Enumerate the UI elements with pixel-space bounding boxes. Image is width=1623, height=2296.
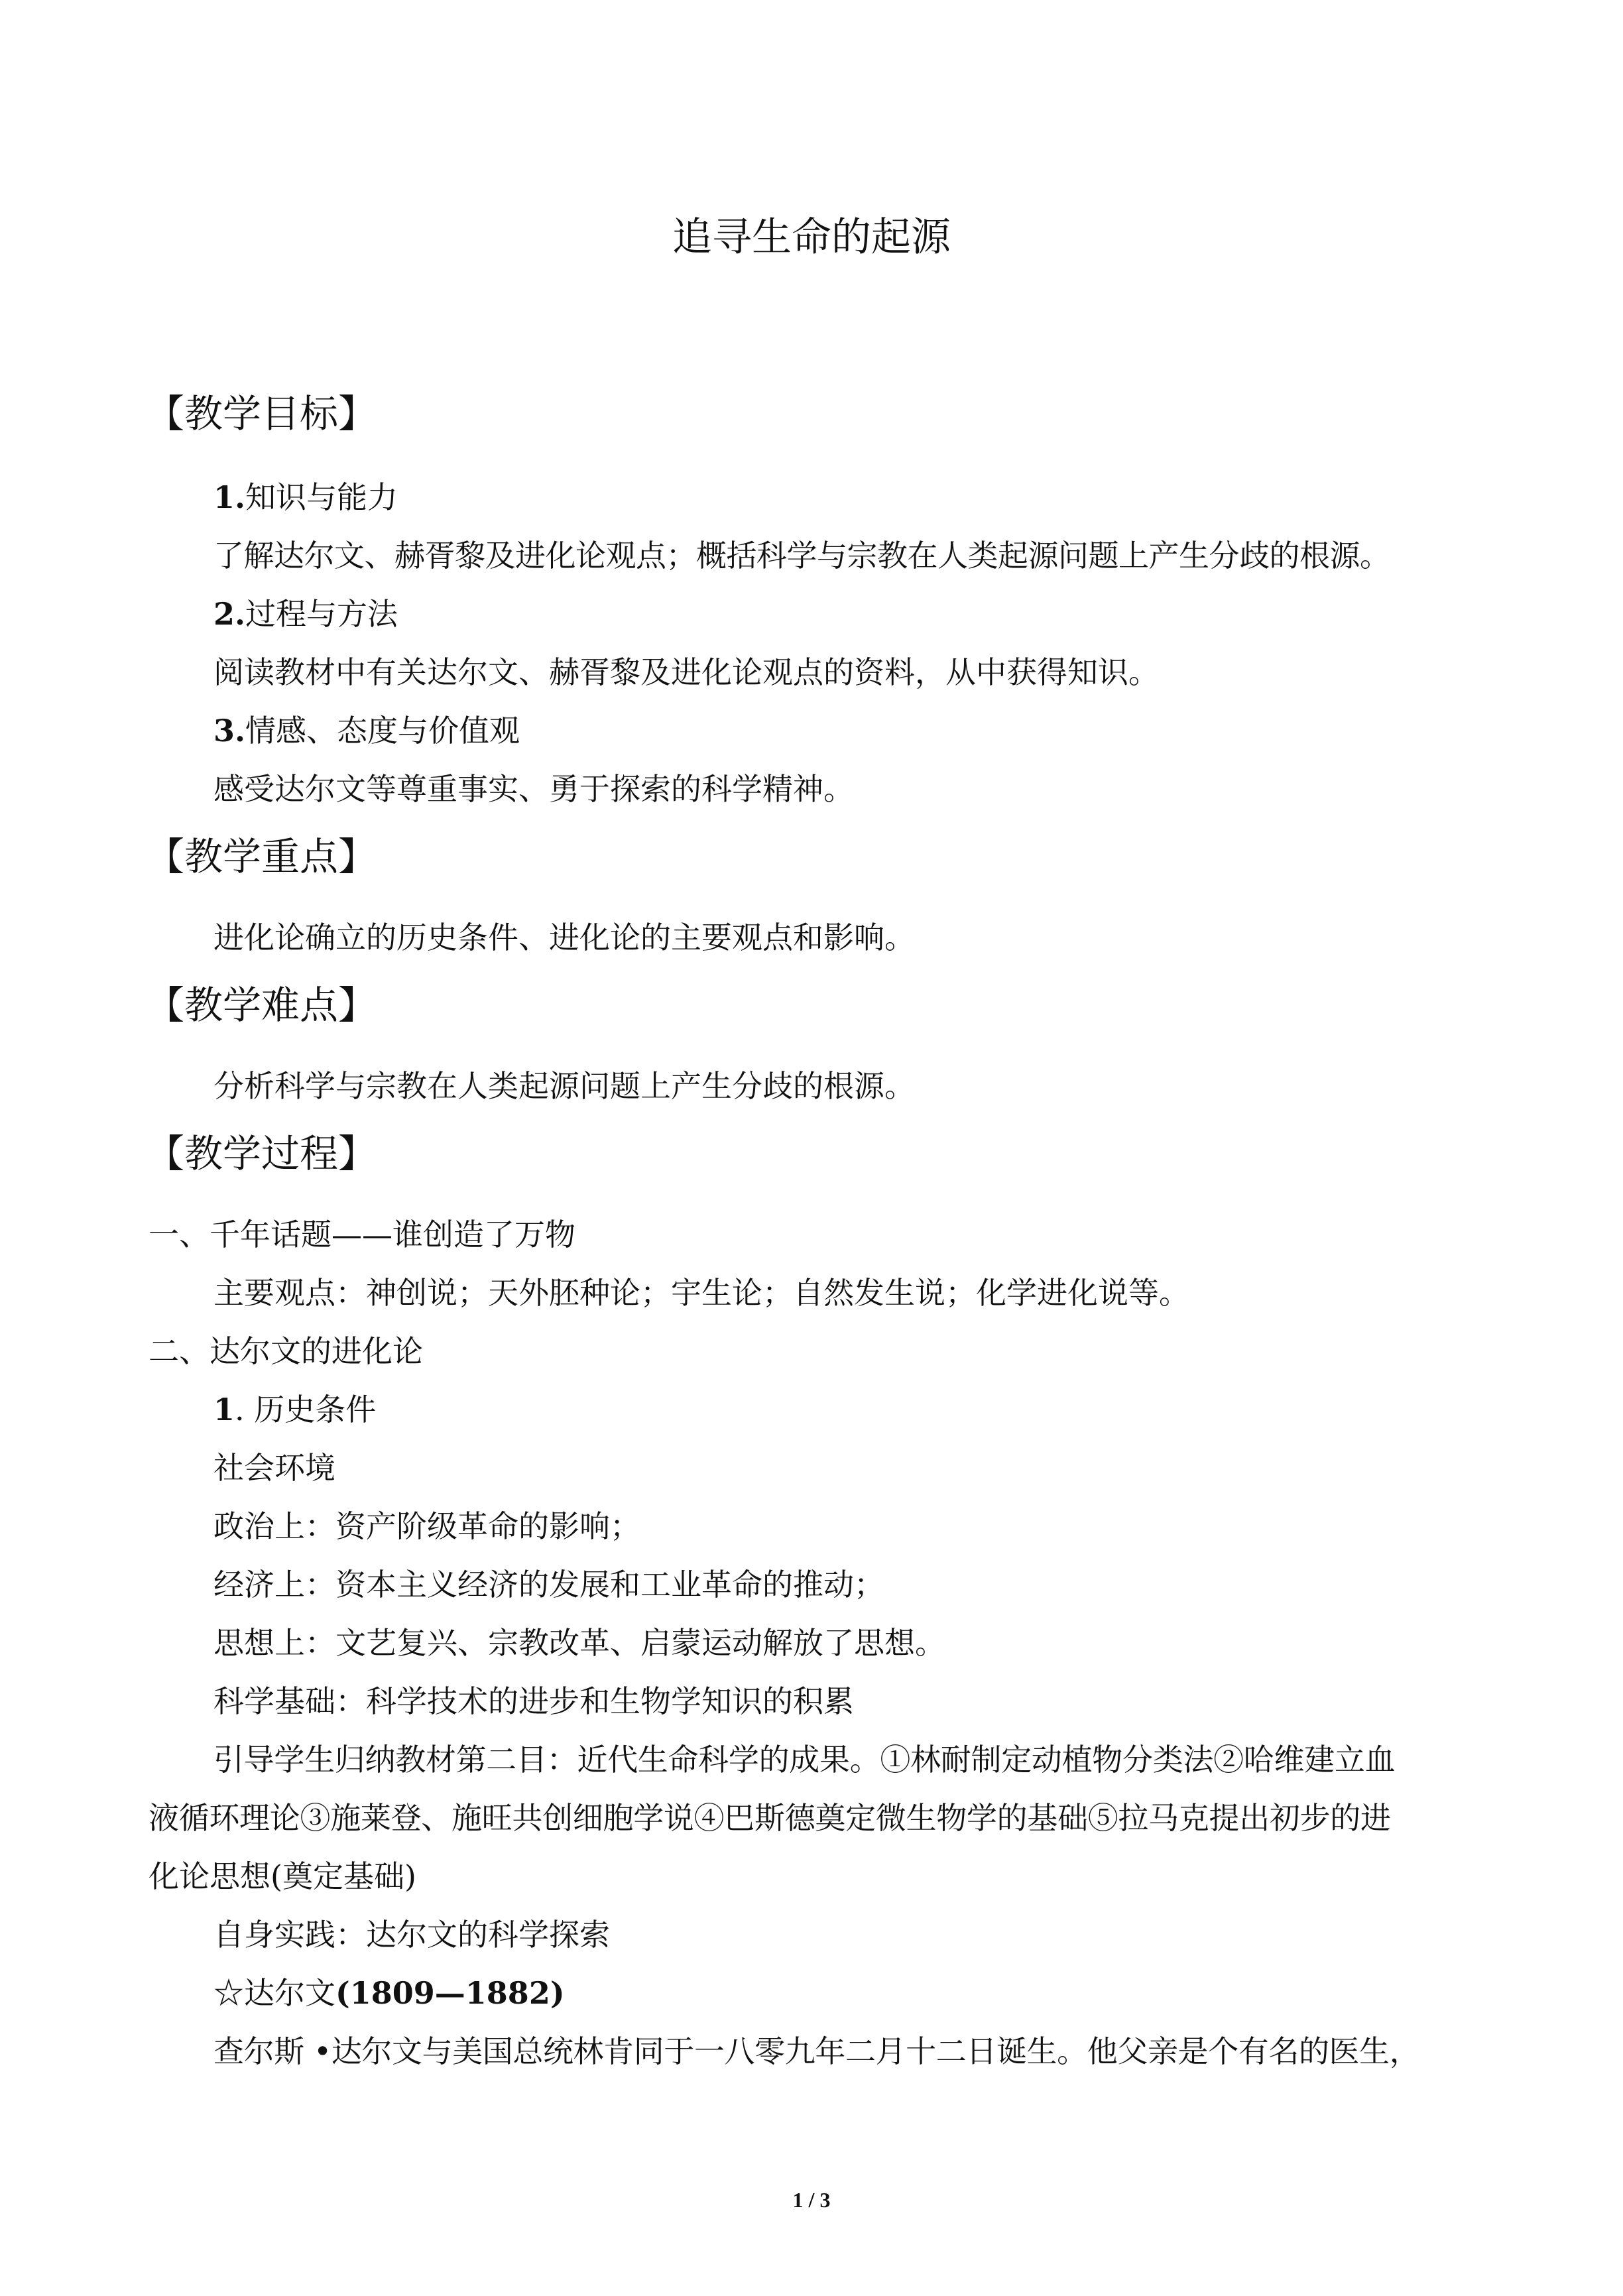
objective-process-number: 2.: [213, 596, 246, 632]
science-basis-text: 科学基础：科学技术的进步和生物学知识的积累: [213, 1683, 854, 1719]
thought-text: 思想上：文艺复兴、宗教改革、启蒙运动解放了思想。: [213, 1625, 945, 1661]
historical-conditions-label: [213, 1390, 1493, 1429]
page-number: 1 / 3: [792, 2188, 831, 2212]
politics-text: 政治上：资产阶级革命的影响；: [213, 1508, 640, 1544]
objective-process-text: 过程与方法: [245, 596, 398, 632]
historical-conditions-text: . 历史条件: [235, 1392, 377, 1427]
darwin-bio-text: 查尔斯 •达尔文与美国总统林肯同于一八零九年二月十二日诞生。他父亲是个有名的医生，: [213, 2033, 1420, 2069]
darwin-heading: [213, 1973, 1493, 2013]
darwin-name: ☆达尔文: [213, 1975, 335, 2011]
page-title: 追寻生命的起源: [672, 214, 951, 261]
objective-emotion-number: 3.: [213, 713, 246, 749]
objective-emotion-text: 情感、态度与价值观: [245, 713, 520, 749]
heading-key-points: 【教学重点】: [146, 834, 377, 879]
guide-line-1: 引导学生归纳教材第二目：近代生命科学的成果。①林耐制定动植物分类法②哈维建立血: [213, 1742, 1396, 1778]
objective-emotion-label: [213, 711, 1493, 751]
objective-knowledge-label: [213, 477, 1493, 517]
guide-line-3: 化论思想(奠定基础): [149, 1858, 416, 1894]
practice-text: 自身实践：达尔文的科学探索: [213, 1917, 610, 1953]
objective-process-label: [213, 594, 1493, 634]
economy-text: 经济上：资本主义经济的发展和工业革命的推动；: [213, 1567, 884, 1602]
guide-line-2: 液循环理论③施莱登、施旺共创细胞学说④巴斯德奠定微生物学的基础⑤拉马克提出初步的进: [149, 1800, 1391, 1836]
part1-title: 一、千年话题——谁创造了万物: [149, 1217, 575, 1252]
objective-knowledge-number: 1.: [213, 479, 246, 515]
heading-difficulties: 【教学难点】: [146, 983, 377, 1028]
historical-conditions-number: 1: [213, 1392, 235, 1427]
objective-process-desc: 阅读教材中有关达尔文、赫胥黎及进化论观点的资料，从中获得知识。: [213, 654, 1159, 690]
social-environment: 社会环境: [213, 1450, 335, 1486]
objective-emotion-desc: 感受达尔文等尊重事实、勇于探索的科学精神。: [213, 771, 854, 807]
objective-knowledge-text: 知识与能力: [245, 479, 398, 515]
part2-title: 二、达尔文的进化论: [149, 1333, 423, 1369]
key-points-text: 进化论确立的历史条件、进化论的主要观点和影响。: [213, 920, 915, 955]
heading-objectives: 【教学目标】: [146, 391, 377, 436]
part1-text: 主要观点：神创说；天外胚种论；宇生论；自然发生说；化学进化说等。: [213, 1275, 1189, 1311]
objective-knowledge-desc: 了解达尔文、赫胥黎及进化论观点；概括科学与宗教在人类起源问题上产生分歧的根源。: [213, 538, 1390, 574]
darwin-years: (1809—1882): [335, 1975, 565, 2011]
heading-process: 【教学过程】: [146, 1131, 377, 1176]
difficulties-text: 分析科学与宗教在人类起源问题上产生分歧的根源。: [213, 1068, 915, 1104]
